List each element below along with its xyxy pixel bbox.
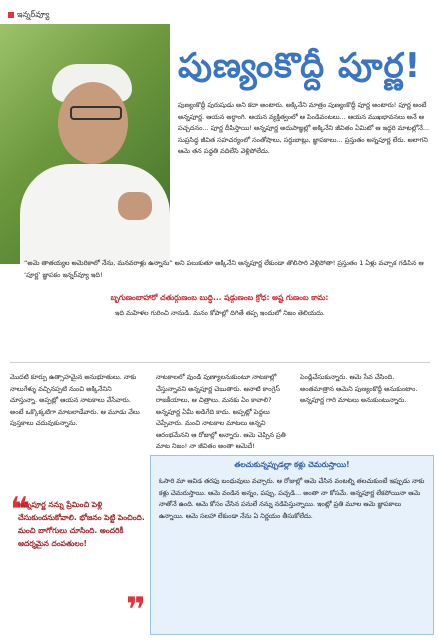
box-title: తలచుకున్నప్పుడల్లా కళ్లు చెమరుస్తాయి! — [234, 460, 350, 469]
section-marker-icon — [8, 12, 14, 18]
intro-paragraph: పుణ్యంకొద్దీ పురుషుడు అని కదా అంటారు. అక్కినేని మాత్రం పుణ్యంకొద్దీ పూర్ణ అంటారు! పూర్ణ అంటే అన్నపూర్ణ. ఆయన అర్ధాంగి. ఆయన వ్యక్తిత్వంలో ఆ పిండివంటలు... ఆయన ముఖభావనలు అనే ఆ పచ్చదనం... పూర్ణ దీపిస్తాయి! అన్నపూర్ణ అదుపాజ్ఞల్లో అక్కినేని జీవితం ఏమిటో ఆ ఇద్దరి మాటల్లోనే... సుప్రసిద్ధ జీవిత సహచర్యంలో సంతోషాలు, సర్దుబాట్లు, జ్ఞాపకాలు... ప్రస్తుతం అన్నపూర్ణ లేరు. అలాగని ఆమె తన పద్ధతి వదిలేసి వెళ్లిపోలేదు. — [178, 101, 430, 155]
article-title: పుణ్యంకొద్దీ పూర్ణ! — [178, 46, 422, 86]
column-3: పెండ్లిచేసుకున్నారు. ఆమె సేవ చేసింది. అంతమాత్రాన ఆమెని పుణ్యంకొద్దీ అనుకుంటాం. అన్నపూర్ణ గారి మాటలు అనుకుంటున్నారు. — [300, 373, 418, 404]
portrait-photo — [0, 24, 170, 264]
open-quote-icon: ❝ — [10, 490, 30, 530]
divider — [10, 362, 430, 363]
close-quote-icon: ❞ — [126, 590, 146, 630]
intro-paragraph-2: “అమె తాతయ్యల అమెరికాలో నేను, మనవరాళ్లు ఉన్నాను” అని పలుకుతూ అక్కినేని అన్నపూర్ణ లేకుండా తొలిసారి వెళ్లిపోతా! ప్రస్తుతం 1 ఏళ్లు వచ్చాక గడిపిన ఆ ‘పూర్ణ’ జ్ఞాపకం ఇన్నర్‌వ్యూ ఇది! — [24, 259, 424, 279]
box-body: ఓసారి మా ఆవిడ తరఫు బంధువులు వచ్చారు. ఆ రోజుల్లో ఆమె చేసిన వంటల్ని తలచుకుంటే ఇప్పుడు నాకు కళ్లు చెమరుస్తాయి. ఆమె వండిన అన్నం, పప్పు, పచ్చడి... అంతా నా కోసమే. అన్నపూర్ణ లేకపోయినా ఆమె నాతోనే ఉంది. ఆమె కోసం చేసిన పనులే నన్ను నడిపిస్తున్నాయి. ఇంట్లో ప్రతి మూల ఆమె జ్ఞాపకాలు ఉన్నాయి. ఆమె సలహా లేకుండా నేను ఏ నిర్ణయం తీసుకోలేదు. — [159, 477, 425, 520]
column-2: నాటకాలలో వుండి పుణ్యాలనుకుంటూ నాటకాల్లో చేస్తున్నావని అన్నపూర్ణ చెబుతారు. ఆనాటి కాంగ్రెస్ రాజకీయాలు, ఆ చిత్రాలు. మనకు ఏం కావాలి? అన్నపూర్ణ ఏమీ అడిగేది కాదు. అప్పట్లో పెద్దలు చెప్పేవారు. మంచి నాటకాల మాటలు అన్నవి ఆరంభమేనని ఆ రోజుల్లో అన్నారు. ఆమె చెప్పిన ప్రతి మాట నిజం! నా జీవితం అంతా ఆమెదే! — [156, 373, 286, 450]
column-1: మొదటి కూర్పు ఉత్సాహమైన అనుభూతులు. నాకు నాలుగేళ్ళు వచ్చినప్పటి నుంచి అక్కినేనిని చూస్తున్నా. అప్పట్లో ఆయన నాటకాలు వేసేవారు. అంటే ఒక్కొక్కటిగా మాటలాడేవారు. ఆ మూడు వేలు పుస్తకాలు చదువుకున్నాను. — [10, 373, 140, 427]
sidebar-box — [150, 455, 434, 635]
pull-quote: అన్నపూర్ణ నన్ను ప్రేమించి పెళ్లి చేసుకుందనుకోవాలి. భోజనం పెట్టి పెంచింది. మంచి బాగోగులు చూసింది. అందరికీ ఆదర్శమైన దంపతులం! — [18, 500, 145, 548]
quote-intro: ఇది మహిళల గురించి నానుడి. మనం కోపాల్లో దిగితే తప్ప ఇందులో నిజం తెలియదు. — [115, 309, 325, 317]
subhead: బృగుణంబాహారో చతుర్గుణంబ బుద్ధి... షడ్గుణంబ క్రోధ: అష్ట గుణంబ కామ: — [110, 293, 329, 302]
section-tag: ఇన్నర్‌వ్యూ — [8, 10, 49, 21]
